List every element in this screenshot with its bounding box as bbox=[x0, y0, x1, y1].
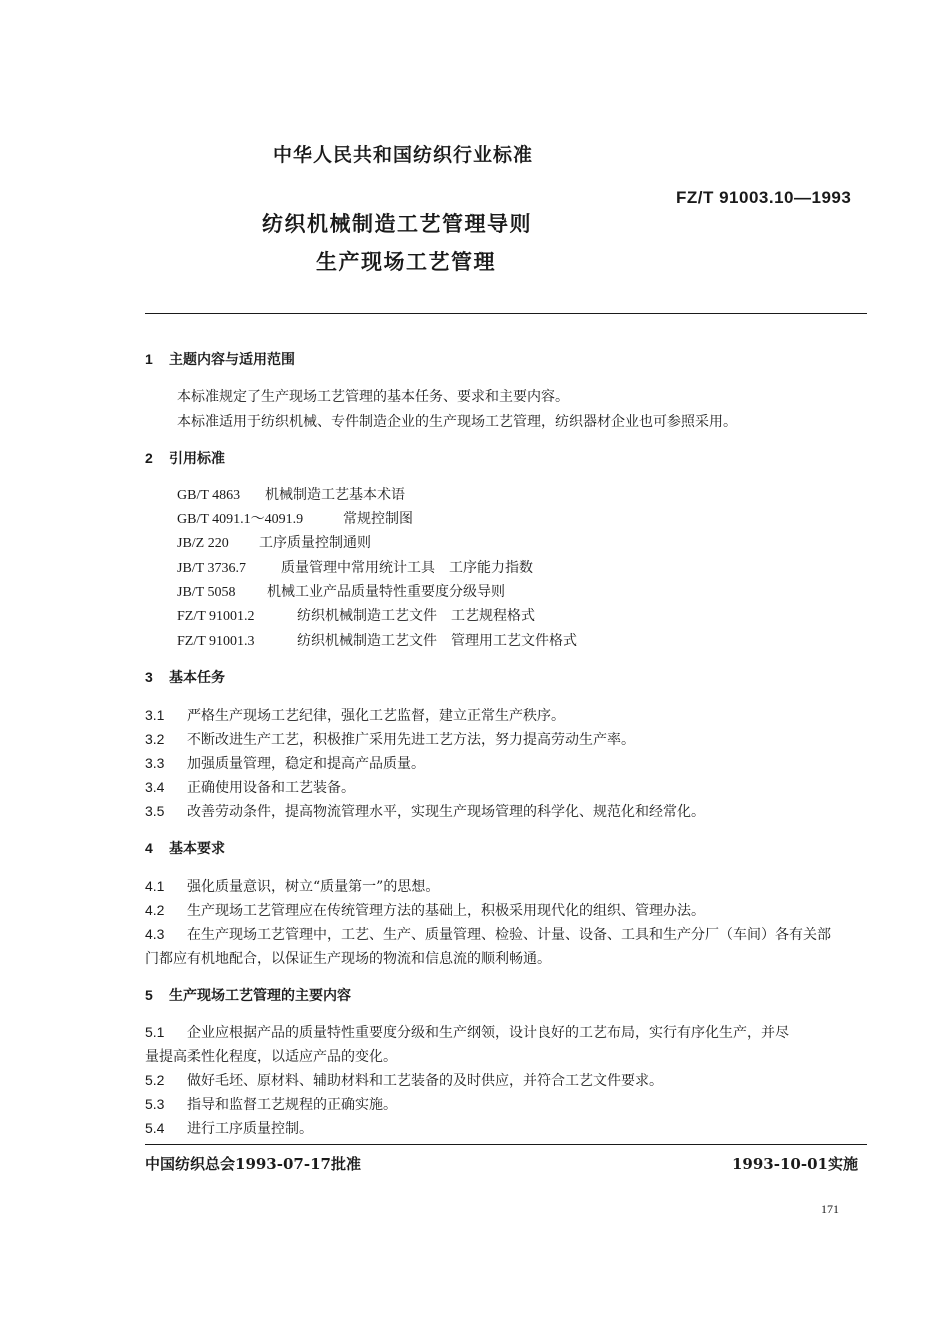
clause-number: 3.4 bbox=[145, 779, 165, 795]
clause-number: 5.3 bbox=[145, 1096, 165, 1112]
reference-code: GB/T 4863 bbox=[177, 488, 241, 503]
reference-item bbox=[177, 581, 505, 601]
paragraph: 本标准适用于纺织机械、专件制造企业的生产现场工艺管理，纺织器材企业也可参照采用。 bbox=[177, 414, 737, 430]
clause-item bbox=[145, 1094, 397, 1114]
clause-text: 进行工序质量控制。 bbox=[187, 1121, 313, 1137]
section-title: 引用标准 bbox=[169, 451, 225, 467]
clause-item bbox=[145, 1022, 789, 1042]
clause-item bbox=[145, 900, 705, 920]
clause-text: 指导和监督工艺规程的正确实施。 bbox=[187, 1097, 397, 1113]
clause-number: 5.1 bbox=[145, 1024, 165, 1040]
clause-item bbox=[145, 705, 565, 725]
section-title: 基本要求 bbox=[169, 841, 225, 857]
page-number: 171 bbox=[821, 1202, 839, 1216]
section-number: 4 bbox=[145, 840, 153, 856]
reference-name: 机械工业产品质量特性重要度分级导则 bbox=[267, 584, 505, 600]
clause-number: 3.1 bbox=[145, 707, 165, 723]
clause-item bbox=[145, 876, 439, 896]
clause-text: 企业应根据产品的质量特性重要度分级和生产纲领，设计良好的工艺布局，实行有序化生产，并尽 bbox=[187, 1025, 789, 1041]
clause-text: 加强质量管理，稳定和提高产品质量。 bbox=[187, 756, 425, 772]
reference-code: JB/Z 220 bbox=[177, 536, 229, 551]
section-title: 主题内容与适用范围 bbox=[169, 352, 295, 368]
reference-code: JB/T 5058 bbox=[177, 585, 236, 600]
clause-text: 不断改进生产工艺，积极推广采用先进工艺方法，努力提高劳动生产率。 bbox=[187, 732, 635, 748]
reference-item bbox=[177, 605, 535, 625]
section-title: 基本任务 bbox=[169, 670, 225, 686]
approval-date: 中国纺织总会1993-07-17批准 bbox=[145, 1155, 361, 1173]
reference-item bbox=[177, 557, 533, 577]
section-4-heading bbox=[145, 838, 225, 858]
clause-text: 做好毛坯、原材料、辅助材料和工艺装备的及时供应，并符合工艺文件要求。 bbox=[187, 1073, 663, 1089]
reference-name: 工序质量控制通则 bbox=[259, 535, 371, 551]
section-1-heading bbox=[145, 349, 295, 369]
section-number: 2 bbox=[145, 450, 153, 466]
document-subtitle: 生产现场工艺管理 bbox=[316, 249, 496, 274]
reference-code: FZ/T 91001.2 bbox=[177, 609, 255, 624]
reference-item bbox=[177, 532, 371, 552]
clause-item bbox=[145, 801, 705, 821]
header-divider bbox=[145, 313, 867, 314]
paragraph: 本标准规定了生产现场工艺管理的基本任务、要求和主要内容。 bbox=[177, 389, 569, 405]
clause-continuation: 量提高柔性化程度，以适应产品的变化。 bbox=[145, 1049, 397, 1065]
clause-text: 严格生产现场工艺纪律，强化工艺监督，建立正常生产秩序。 bbox=[187, 708, 565, 724]
reference-name: 机械制造工艺基本术语 bbox=[265, 487, 405, 503]
clause-number: 3.3 bbox=[145, 755, 165, 771]
standard-code: FZ/T 91003.10—1993 bbox=[676, 188, 852, 207]
clause-number: 4.3 bbox=[145, 926, 165, 942]
footer-divider bbox=[145, 1144, 867, 1145]
section-title: 生产现场工艺管理的主要内容 bbox=[169, 988, 351, 1004]
clause-item bbox=[145, 753, 425, 773]
reference-name: 纺织机械制造工艺文件 管理用工艺文件格式 bbox=[297, 633, 577, 649]
clause-number: 3.5 bbox=[145, 803, 165, 819]
reference-code: JB/T 3736.7 bbox=[177, 561, 246, 576]
clause-item bbox=[145, 924, 831, 944]
reference-name: 质量管理中常用统计工具 工序能力指数 bbox=[281, 560, 533, 576]
clause-number: 5.2 bbox=[145, 1072, 165, 1088]
section-5-heading bbox=[145, 985, 351, 1005]
clause-number: 4.2 bbox=[145, 902, 165, 918]
clause-item bbox=[145, 729, 635, 749]
clause-item bbox=[145, 777, 355, 797]
clause-continuation: 门都应有机地配合，以保证生产现场的物流和信息流的顺利畅通。 bbox=[145, 951, 551, 967]
effective-date: 1993-10-01实施 bbox=[732, 1155, 858, 1173]
clause-item bbox=[145, 1118, 313, 1138]
document-title: 纺织机械制造工艺管理导则 bbox=[262, 211, 532, 236]
section-3-heading bbox=[145, 667, 225, 687]
reference-code: GB/T 4091.1～4091.9 bbox=[177, 512, 304, 527]
reference-item bbox=[177, 630, 577, 650]
clause-item bbox=[145, 1070, 663, 1090]
reference-item bbox=[177, 484, 405, 504]
clause-text: 正确使用设备和工艺装备。 bbox=[187, 780, 355, 796]
clause-text: 在生产现场工艺管理中，工艺、生产、质量管理、检验、计量、设备、工具和生产分厂（车间）各有关部 bbox=[187, 927, 831, 943]
reference-code: FZ/T 91001.3 bbox=[177, 634, 255, 649]
reference-name: 纺织机械制造工艺文件 工艺规程格式 bbox=[297, 608, 535, 624]
reference-name: 常规控制图 bbox=[343, 511, 413, 527]
clause-number: 3.2 bbox=[145, 731, 165, 747]
section-2-heading bbox=[145, 448, 225, 468]
clause-text: 强化质量意识，树立“质量第一”的思想。 bbox=[187, 879, 440, 895]
section-number: 3 bbox=[145, 669, 153, 685]
clause-number: 5.4 bbox=[145, 1120, 165, 1136]
section-number: 1 bbox=[145, 351, 153, 367]
clause-number: 4.1 bbox=[145, 878, 165, 894]
standard-org-title: 中华人民共和国纺织行业标准 bbox=[273, 144, 534, 166]
clause-text: 生产现场工艺管理应在传统管理方法的基础上，积极采用现代化的组织、管理办法。 bbox=[187, 903, 705, 919]
reference-item bbox=[177, 508, 413, 528]
section-number: 5 bbox=[145, 987, 153, 1003]
clause-text: 改善劳动条件，提高物流管理水平，实现生产现场管理的科学化、规范化和经常化。 bbox=[187, 804, 705, 820]
